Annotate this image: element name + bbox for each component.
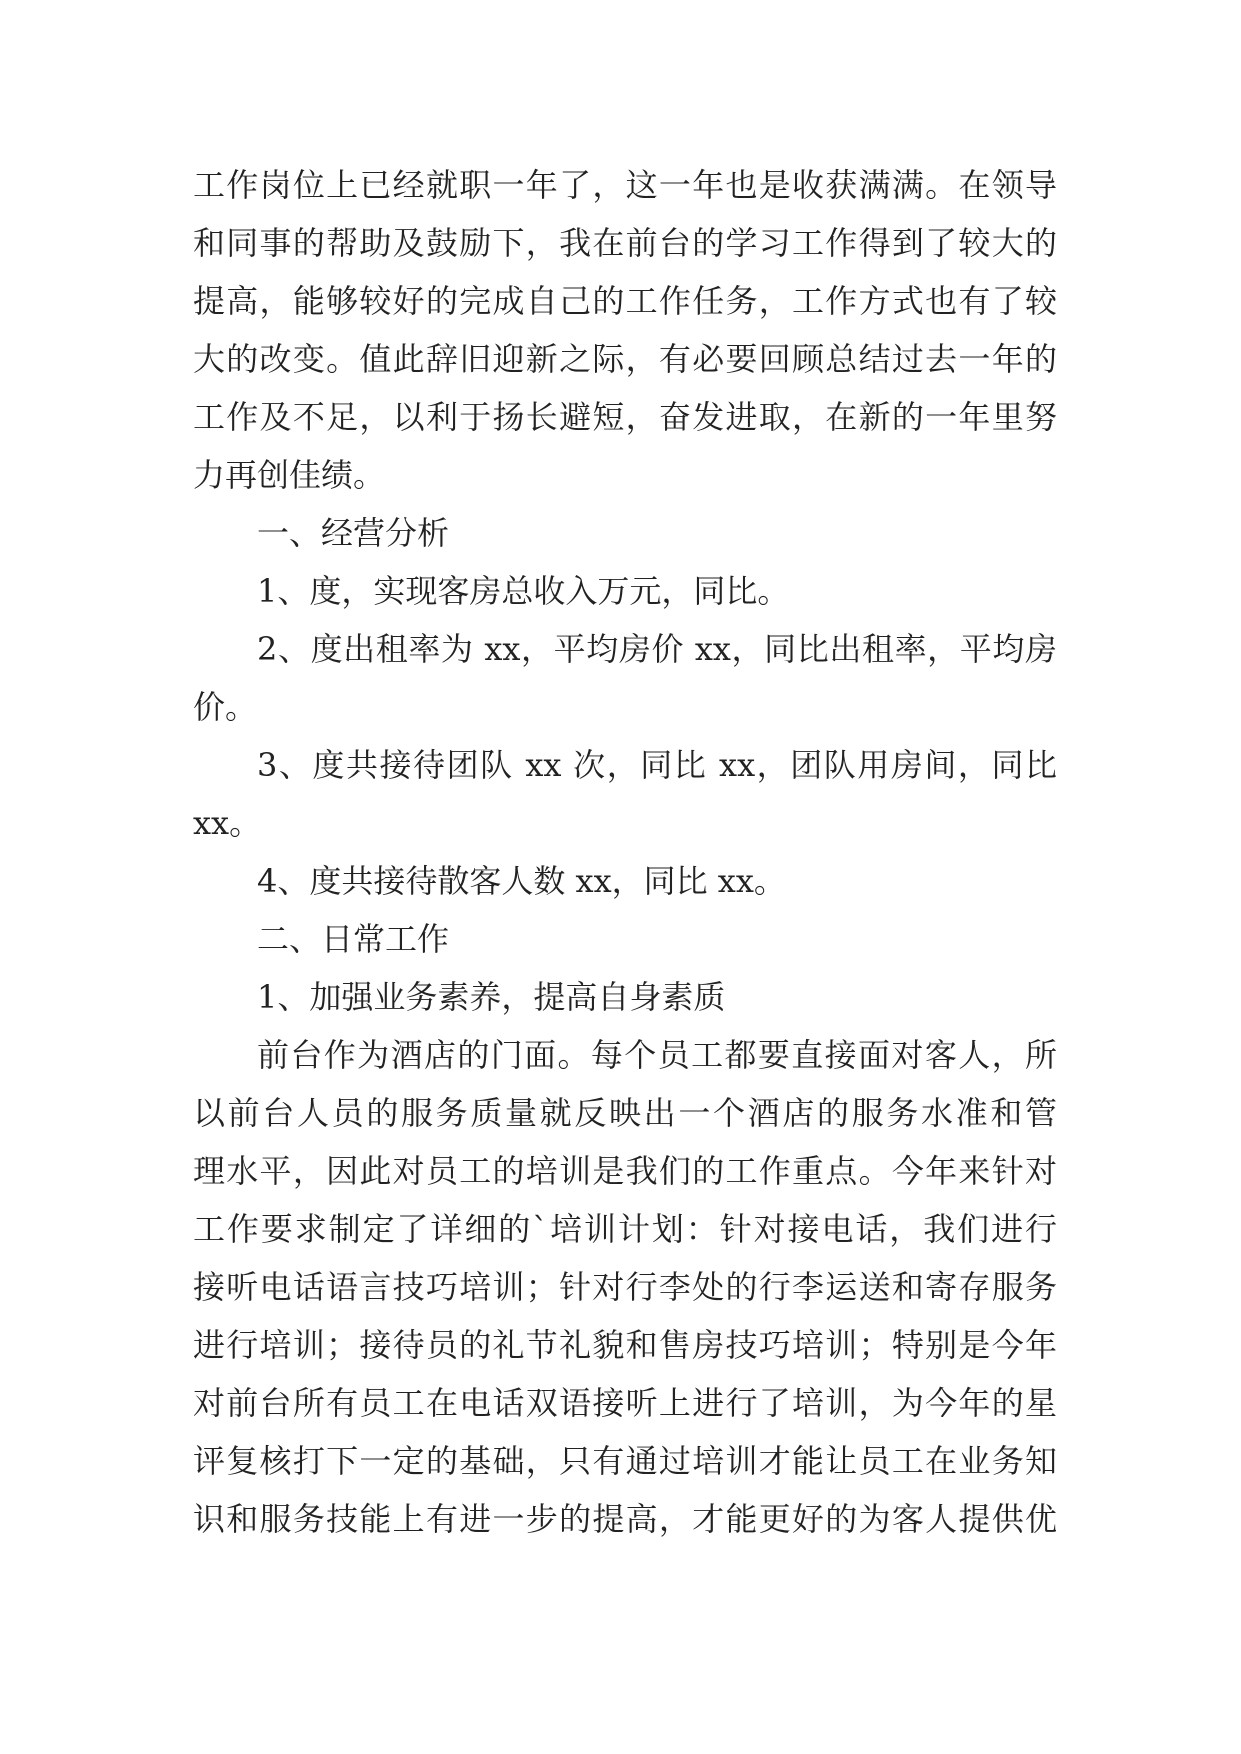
text-line: 1、加强业务素养，提高自身素质 — [257, 978, 726, 1016]
text-line: 评复核打下一定的基础，只有通过培训才能让员工在业务知 — [193, 1442, 1057, 1480]
text-line: 2、度出租率为 xx，平均房价 xx，同比出租率，平均房 — [257, 630, 1057, 668]
document-body — [193, 156, 1057, 1548]
text-line: 提高，能够较好的完成自己的工作任务，工作方式也有了较 — [193, 282, 1057, 320]
text-line: 工作要求制定了详细的`培训计划：针对接电话，我们进行 — [193, 1210, 1057, 1248]
text-line: 一、经营分析 — [257, 514, 450, 552]
text-line: 进行培训；接待员的礼节礼貌和售房技巧培训；特别是今年 — [193, 1326, 1057, 1364]
text-line: 对前台所有员工在电话双语接听上进行了培训，为今年的星 — [193, 1384, 1057, 1422]
text-line: xx。 — [193, 804, 262, 842]
text-line: 大的改变。值此辞旧迎新之际，有必要回顾总结过去一年的 — [193, 340, 1057, 378]
text-line: 3、度共接待团队 xx 次，同比 xx，团队用房间，同比 — [257, 746, 1057, 784]
text-line: 接听电话语言技巧培训；针对行李处的行李运送和寄存服务 — [193, 1268, 1057, 1306]
text-line: 4、度共接待散客人数 xx，同比 xx。 — [257, 862, 786, 900]
text-line: 价。 — [193, 688, 258, 726]
text-line: 前台作为酒店的门面。每个员工都要直接面对客人，所 — [257, 1036, 1057, 1074]
text-line: 1、度，实现客房总收入万元，同比。 — [257, 572, 790, 610]
text-line: 力再创佳绩。 — [193, 456, 386, 494]
text-line: 识和服务技能上有进一步的提高，才能更好的为客人提供优 — [193, 1500, 1057, 1538]
text-line: 工作岗位上已经就职一年了，这一年也是收获满满。在领导 — [193, 166, 1057, 204]
text-line: 工作及不足，以利于扬长避短，奋发进取，在新的一年里努 — [193, 398, 1057, 436]
text-line: 和同事的帮助及鼓励下，我在前台的学习工作得到了较大的 — [193, 224, 1057, 262]
text-line: 理水平，因此对员工的培训是我们的工作重点。今年来针对 — [193, 1152, 1057, 1190]
text-line: 以前台人员的服务质量就反映出一个酒店的服务水准和管 — [193, 1094, 1057, 1132]
text-line: 二、日常工作 — [257, 920, 450, 958]
